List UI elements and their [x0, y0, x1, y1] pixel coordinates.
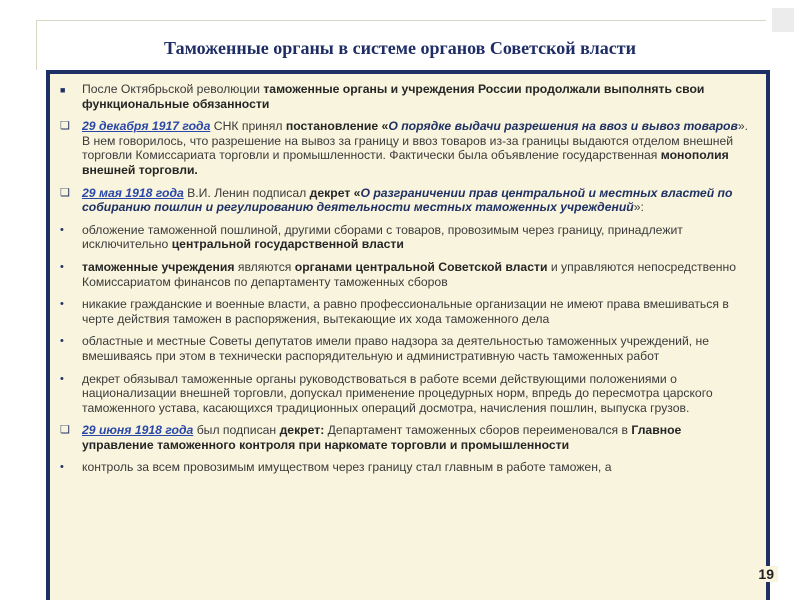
item-text: никакие гражданские и военные власти, а равно профессиональные организации не имеют права вмешиваться в черте действия таможен в распоряжения, вытекающие их хода таможенного дела — [82, 297, 729, 326]
item-text: был подписан — [193, 423, 280, 438]
date-text: 29 декабря 1917 года — [82, 119, 211, 134]
item-text: »: — [633, 200, 644, 215]
item-text: Департамент таможенных сборов переименовался в — [324, 423, 632, 438]
square-bullet-icon: ■ — [60, 85, 66, 95]
date-text: 29 июня 1918 года — [82, 423, 194, 438]
content-panel — [46, 70, 770, 600]
item-text: О порядке выдачи разрешения на ввоз и вывоз товаров — [388, 119, 738, 134]
item-text: центральной государственной власти — [171, 237, 404, 252]
item-text: Главное управление таможенного контроля при наркомате торговли и промышленности — [82, 423, 682, 452]
item-text: являются — [234, 259, 295, 274]
item-text: В.И. Ленин подписал — [183, 185, 310, 200]
list-item — [58, 186, 756, 215]
page-number: 19 — [754, 566, 778, 582]
bullet-list — [50, 74, 766, 475]
item-text: декрет: — [279, 423, 325, 438]
item-text: О разграничении прав центральной и местных властей по собиранию пошлин и регулированию деятельности местных таможенных учреждений — [82, 185, 733, 215]
item-text: декрет « — [309, 185, 361, 200]
item-text: постановление « — [285, 119, 389, 134]
item-text: монополия внешней торговли. — [82, 148, 729, 177]
item-text: и управляются непосредственно Комиссариатом финансов по департаменту таможенных сборов — [82, 259, 736, 289]
dot-bullet-icon: • — [60, 335, 64, 348]
list-item — [58, 460, 756, 475]
item-text: обложение таможенной пошлиной, другими сборами с товаров, провозимым через границу, принадлежит исключительно — [82, 222, 683, 252]
item-text: таможенные учреждения — [82, 259, 235, 274]
list-item — [58, 223, 756, 252]
item-text: таможенные органы и учреждения России продолжали выполнять свои функциональные обязанности — [82, 82, 705, 111]
slide-title: Таможенные органы в системе органов Советской власти — [164, 38, 636, 58]
item-text: ». В нем говорилось, что разрешение на вывоз за границу и ввоз товаров из-за границы выдаются отделом внешней торговли Комиссариата торговли и промышленности. Фактически была объявление государственная — [82, 119, 749, 163]
corner-logo-icon — [772, 8, 794, 32]
list-item — [58, 82, 756, 111]
item-text: После Октябрьской революции — [82, 82, 264, 96]
list-item — [58, 119, 756, 177]
item-text: СНК принял — [210, 119, 286, 134]
list-item — [58, 334, 756, 363]
list-item — [58, 297, 756, 326]
item-text: контроль за всем провозимым имуществом через границу стал главным в работе таможен, а — [82, 460, 612, 475]
checkbox-bullet-icon: ❏ — [60, 186, 70, 199]
list-item — [58, 260, 756, 289]
item-text: декрет обязывал таможенные органы руководствоваться в работе всеми действующими положениями о национализации внешней торговли, допускал применение процедурных норм, впредь до пересмотра царского таможенного устава, касающихся традиционных операций досмотра, начисления пошлин, выпуска грузов. — [82, 371, 713, 415]
item-text: областные и местные Советы депутатов имели право надзора за деятельностью таможенных учреждений, не вмешиваясь при этом в технически распорядительную и административную часть таможенных работ — [82, 334, 710, 363]
frame-line-top — [36, 20, 766, 21]
list-item — [58, 372, 756, 416]
dot-bullet-icon: • — [60, 372, 64, 385]
dot-bullet-icon: • — [60, 461, 64, 474]
dot-bullet-icon: • — [60, 260, 64, 273]
checkbox-bullet-icon: ❏ — [60, 120, 70, 133]
checkbox-bullet-icon: ❏ — [60, 424, 70, 437]
date-text: 29 мая 1918 года — [82, 185, 184, 200]
list-item — [58, 423, 756, 452]
dot-bullet-icon: • — [60, 223, 64, 236]
dot-bullet-icon: • — [60, 298, 64, 311]
item-text: органами центральной Советской власти — [294, 259, 548, 274]
